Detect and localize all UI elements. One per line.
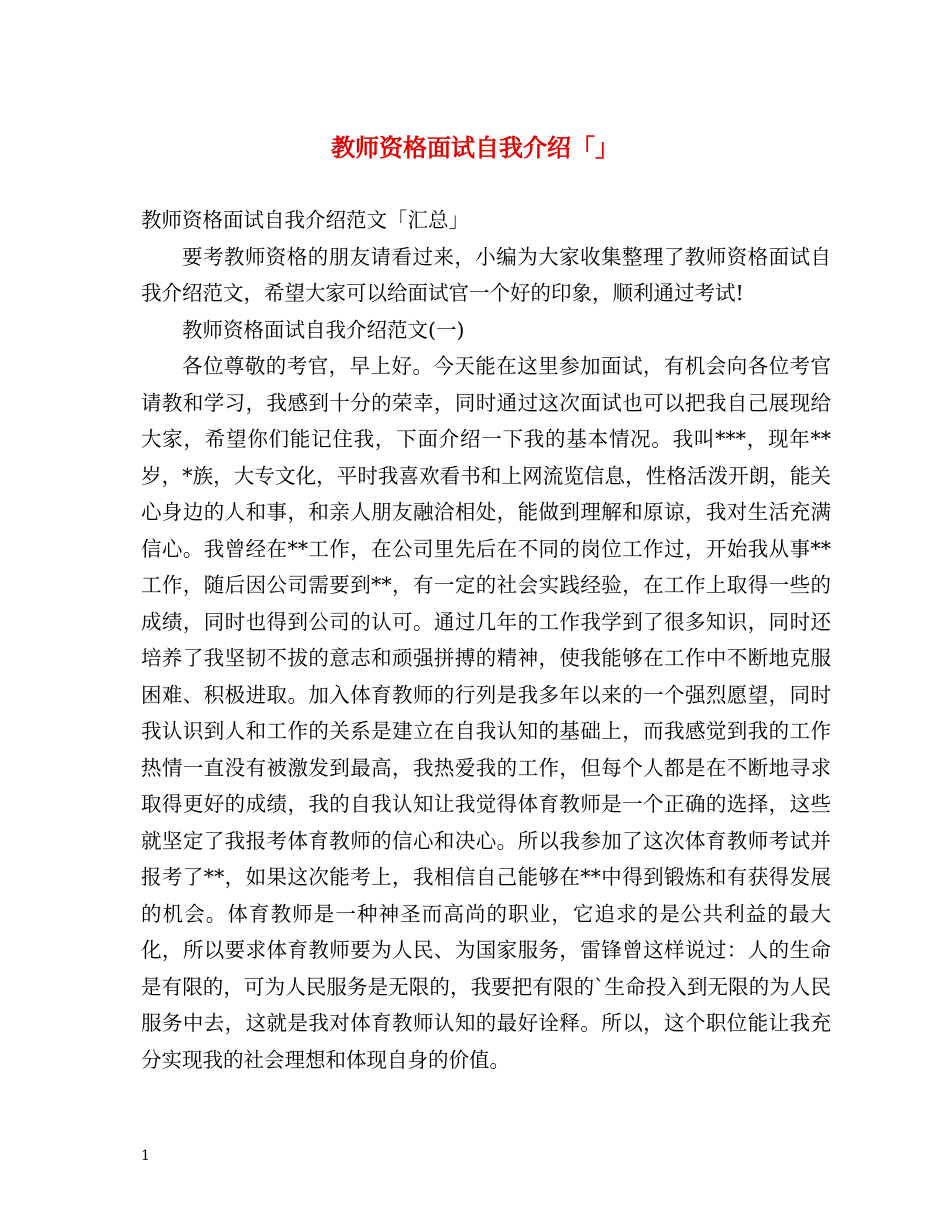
paragraph-intro: 要考教师资格的朋友请看过来，小编为大家收集整理了教师资格面试自我介绍范文，希望大家可以给面试官一个好的印象，顺利通过考试! xyxy=(141,244,831,305)
paragraph-main: 各位尊敬的考官，早上好。今天能在这里参加面试，有机会向各位考官请教和学习，我感到十分的荣幸，同时通过这次面试也可以把我自己展现给大家，希望你们能记住我，下面介绍一下我的基本情况。我叫***，现年**岁，*族，大专文化，平时我喜欢看书和上网流览信息，性格活泼开朗，能关心身边的人和事，和亲人朋友融洽相处，能做到理解和原谅，我对生活充满信心。我曾经在**工作，在公司里先后在不同的岗位工作过，开始我从事**工作，随后因公司需要到**，有一定的社会实践经验，在工作上取得一些的成绩，同时也得到公司的认可。通过几年的工作我学到了很多知识，同时还培养了我坚韧不拔的意志和顽强拼搏的精神，使我能够在工作中不断地克服困难、积极进取。加入体育教师的行列是我多年以来的一个强烈愿望，同时我认识到人和工作的关系是建立在自我认知的基础上，而我感觉到我的工作热情一直没有被激发到最高，我热爱我的工作，但每个人都是在不断地寻求取得更好的成绩，我的自我认知让我觉得体育教师是一个正确的选择，这些就坚定了我报考体育教师的信心和决心。所以我参加了这次体育教师考试并报考了**，如果这次能考上，我相信自己能够在**中得到锻炼和有获得发展的机会。体育教师是一种神圣而高尚的职业，它追求的是公共利益的最大化，所以要求体育教师要为人民、为国家服务，雷锋曾这样说过：人的生命是有限的，可为人民服务是无限的，我要把有限的`生命投入到无限的为人民服务中去，这就是我对体育教师认知的最好诠释。所以，这个职位能让我充分实现我的社会理想和体现自身的价值。 xyxy=(141,354,831,1072)
page-number: 1 xyxy=(141,1148,150,1164)
paragraph-subtitle: 教师资格面试自我介绍范文「汇总」 xyxy=(141,208,469,232)
document-title: 教师资格面试自我介绍「」 xyxy=(331,133,619,162)
paragraph-section-heading: 教师资格面试自我介绍范文(一) xyxy=(182,317,465,342)
document-body xyxy=(141,202,831,1078)
